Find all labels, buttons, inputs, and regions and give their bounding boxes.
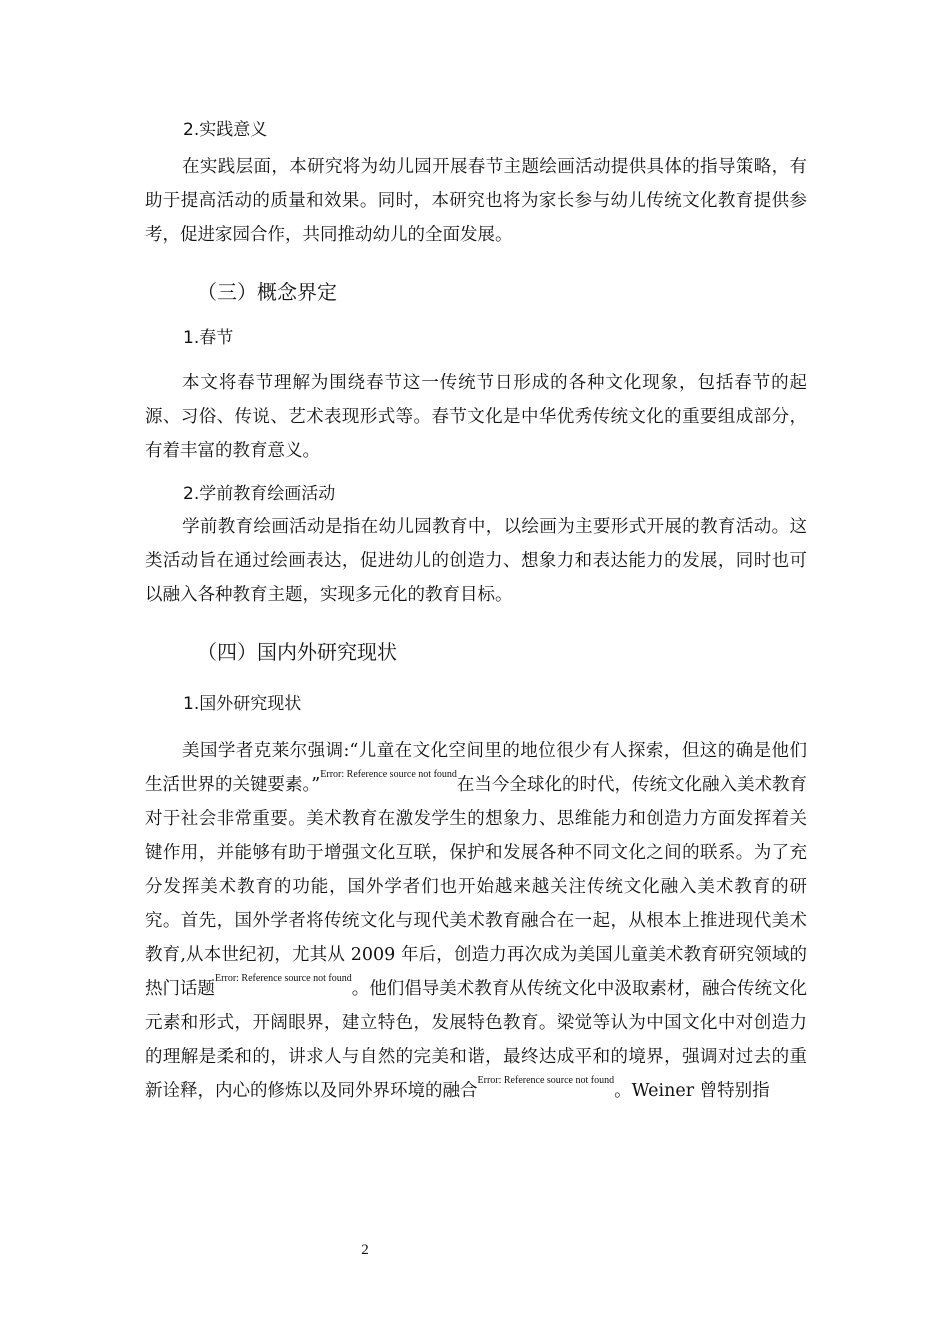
heading-spring-festival: 1.春节 — [183, 328, 234, 348]
paragraph-foreign-research — [145, 734, 807, 1108]
heading-preschool-painting: 2.学前教育绘画活动 — [183, 484, 336, 504]
paragraph-preschool-painting: 学前教育绘画活动是指在幼儿园教育中，以绘画为主要形式开展的教育活动。这类活动旨在通过绘画表达，促进幼儿的创造力、想象力和表达能力的发展，同时也可以融入各种教育主题，实现多元化的教育目标。 — [145, 517, 807, 605]
text-segment: 。Weiner 曾特别指 — [614, 1081, 770, 1101]
reference-error-note: Error: Reference source not found — [215, 973, 352, 984]
reference-error-note: Error: Reference source not found — [320, 769, 457, 780]
paragraph-spring-festival: 本文将春节理解为围绕春节这一传统节日形成的各种文化现象，包括春节的起源、习俗、传说、艺术表现形式等。春节文化是中华优秀传统文化的重要组成部分，有着丰富的教育意义。 — [145, 373, 807, 461]
paragraph-practical-significance: 在实践层面，本研究将为幼儿园开展春节主题绘画活动提供具体的指导策略，有助于提高活动的质量和效果。同时，本研究也将为家长参与幼儿传统文化教育提供参考，促进家园合作，共同推动幼儿的全面发展。 — [145, 157, 807, 245]
section-heading-research-status: （四）国内外研究现状 — [197, 640, 397, 664]
text-segment: 。他们倡导美术教育从传统文化中汲取素材，融合传统文化元素和形式，开阔眼界，建立特色，发展特色教育。梁觉等认为中国文化中对创造力的理解是柔和的，讲求人与自然的完美和谐，最终达成平和的境界，强调对过去的重新诠释，内心的修炼以及同外界环境的融合 — [145, 979, 807, 1101]
reference-error-note: Error: Reference source not found — [477, 1075, 615, 1086]
heading-foreign-research: 1.国外研究现状 — [183, 694, 302, 714]
text-segment: 在当今全球化的时代，传统文化融入美术教育对于社会非常重要。美术教育在激发学生的想象力、思维能力和创造力方面发挥着关键作用，并能够有助于增强文化互联，保护和发展各种不同文化之间的联系。为了充分发挥美术教育的功能，国外学者们也开始越来越关注传统文化融入美术教育的研究。首先，国外学者将传统文化与现代美术教育融合在一起，从根本上推进现代美术教育,从本世纪初，尤其从 2009 年后，创造力再次成为美国儿童美术教育研究领域的热门话题 — [145, 775, 808, 999]
heading-practical-significance: 2.实践意义 — [183, 120, 268, 140]
page-number: 2 — [361, 1242, 369, 1258]
text-segment: 美国学者克莱尔强调:“儿童在文化空间里的地位很少有人探索，但这的确是他们生活世界的关键要素。” — [145, 741, 807, 795]
section-heading-concept-definition: （三）概念界定 — [197, 280, 337, 304]
page-content — [145, 110, 807, 1108]
